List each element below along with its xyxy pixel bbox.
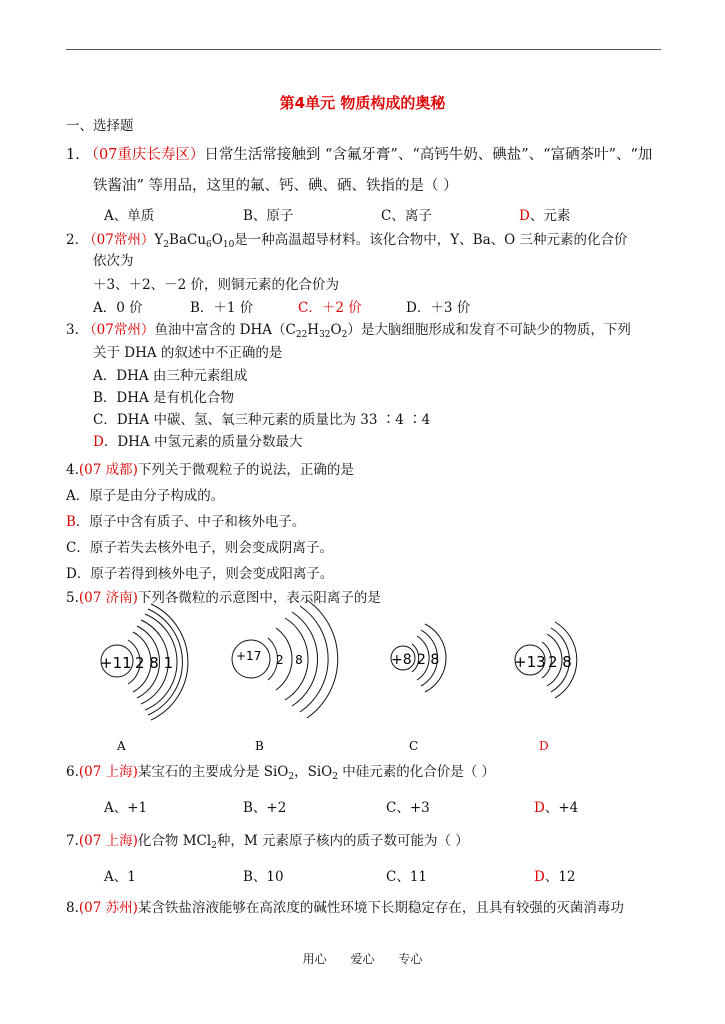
option-a: A．0 价 <box>93 300 143 316</box>
option-c: C、+3 <box>386 800 430 816</box>
option-d: D．＋3 价 <box>406 300 471 316</box>
footer-text: 专心 <box>398 952 423 966</box>
option-a: A．DHA 由三种元素组成 <box>93 368 248 384</box>
source-tag: （07常州） <box>83 232 155 248</box>
question-2-cont: 依次为 <box>93 253 134 269</box>
source-tag: （07重庆长寿区） <box>84 147 205 163</box>
diagram-label: D <box>539 739 549 753</box>
question-text: 下列各微粒的示意图中，表示阳离子的是 <box>137 590 381 606</box>
option-a: A、+1 <box>104 800 148 816</box>
option-d: D、+4 <box>534 800 579 816</box>
diagram-label: B <box>255 739 264 753</box>
footer-text: 用心 <box>302 952 327 966</box>
question-number: 5. <box>66 590 79 606</box>
question-number: 3. <box>66 322 79 338</box>
question-6: 6.(07 上海)某宝石的主要成分是 SiO$_2$，SiO$_2$ 中硅元素的化合价是（ ） <box>66 764 496 782</box>
option-c: C．＋2 价 <box>298 300 362 316</box>
question-2-cont2: ＋3、＋2、－2 价，则铜元素的化合价为 <box>93 277 340 293</box>
question-text: 日常生活常接触到 “含氟牙膏”、“高钙牛奶、碘盐”、“富硒茶叶”、“加 <box>204 147 653 163</box>
option-b: B．原子中含有质子、中子和核外电子。 <box>66 514 306 530</box>
shell-label: 2 8 <box>417 652 440 668</box>
option-c: C．原子若失去核外电子，则会变成阴离子。 <box>66 540 333 556</box>
option-d: D、12 <box>534 869 576 885</box>
option-a: A．原子是由分子构成的。 <box>66 488 225 504</box>
page-title: 第4单元 物质构成的奥秘 <box>279 94 446 112</box>
question-3: 3. （07常州）鱼油中富含的 $DHA(C_{22}H_{32}O_2)$是大脑细胞形成和发育不可缺少的物质，下列 <box>66 322 631 340</box>
shell-label: 2 8 1 <box>135 654 174 672</box>
source-tag: (07 济南) <box>78 590 138 606</box>
source-tag: （07常州） <box>83 322 155 338</box>
question-text: 某含铁盐溶液能够在高浓度的碱性环境下长期稳定存在，且具有较强的灭菌消毒功 <box>137 900 624 916</box>
source-tag: (07 成都) <box>78 462 138 478</box>
section-heading: 一、选择题 <box>66 118 134 134</box>
footer-text: 爱心 <box>350 952 375 966</box>
option-b: B．DHA 是有机化合物 <box>93 390 235 406</box>
diagram-a <box>100 604 188 753</box>
question-3-cont: 关于 DHA 的叙述中不正确的是 <box>93 345 283 361</box>
option-c: C、11 <box>386 869 428 885</box>
question-8 <box>66 899 624 917</box>
shell-label: 2 8 <box>548 653 572 671</box>
option-d: D．DHA 中氢元素的质量分数最大 <box>93 434 303 450</box>
nucleus-label: +13 <box>514 653 546 671</box>
option-d: D．原子若得到核外电子，则会变成阳离子。 <box>66 566 334 582</box>
diagram-label: A <box>117 739 126 753</box>
option-a: A、1 <box>104 869 136 885</box>
question-text: 下列关于微观粒子的说法，正确的是 <box>137 462 354 478</box>
question-number: 6. <box>66 764 79 780</box>
formula: $Y_2BaCu_6O_{10}$ <box>154 232 235 250</box>
diagram-b <box>232 600 338 753</box>
option-d: D、元素 <box>519 208 571 224</box>
nucleus-label: +8 <box>391 652 412 668</box>
nucleus-label: +17 <box>236 649 262 663</box>
diagram-d <box>514 622 577 753</box>
option-c: C．DHA 中碳、氢、氧三种元素的质量比为 33 ∶4 ∶4 <box>93 412 431 428</box>
shell-label: 2 8 <box>276 653 303 667</box>
page-footer <box>0 950 725 967</box>
question-number: 7. <box>66 833 79 849</box>
source-tag: (07 上海) <box>78 833 138 849</box>
nucleus-label: +11 <box>100 654 132 672</box>
option-c: C、离子 <box>381 208 432 224</box>
option-b: B、10 <box>243 869 284 885</box>
question-number: 2. <box>66 232 79 248</box>
option-b: B、+2 <box>243 800 287 816</box>
question-number: 8. <box>66 900 79 916</box>
option-b: B．＋1 价 <box>190 300 254 316</box>
source-tag: (07 苏州) <box>78 900 138 916</box>
diagram-c <box>391 624 446 753</box>
question-number: 4. <box>66 462 79 478</box>
source-tag: (07 上海) <box>78 764 138 780</box>
option-a: A、单质 <box>104 208 155 224</box>
question-1-cont: 铁酱油” 等用品，这里的氟、钙、碘、硒、铁指的是（ ） <box>93 178 458 194</box>
diagram-label: C <box>409 739 419 753</box>
option-b: B、原子 <box>243 208 294 224</box>
question-7: 7.(07 上海)化合物 MCl$_2$种，M 元素原子核内的质子数可能为（ ） <box>66 833 469 851</box>
question-number: 1. <box>66 147 80 163</box>
question-text: 是一种高温超导材料。该化合物中，Y、Ba、O 三种元素的化合价 <box>234 232 628 248</box>
